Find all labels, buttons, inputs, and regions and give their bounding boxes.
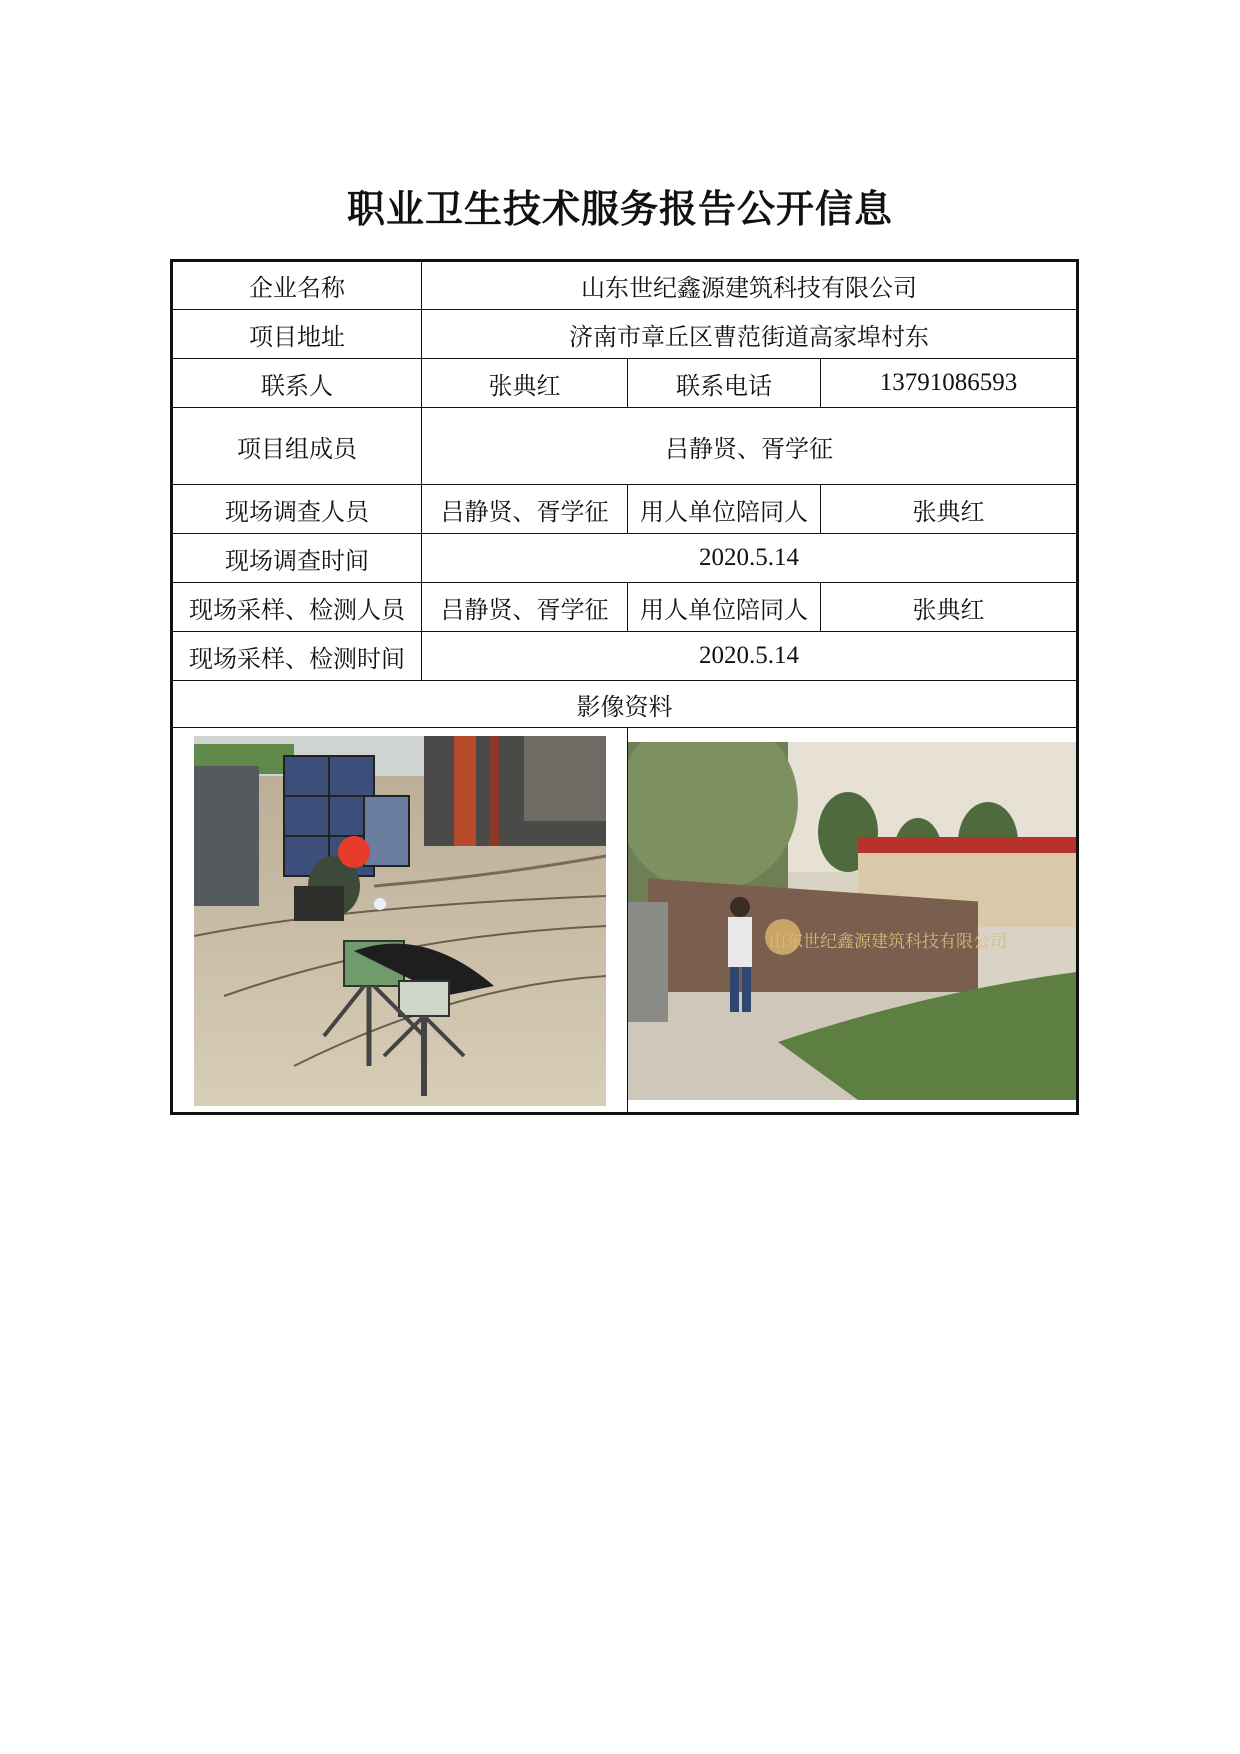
row-images-header (172, 681, 1078, 728)
contact-value: 张典红 (422, 359, 628, 408)
info-table (170, 259, 1079, 1115)
sampling-escort-value: 张典红 (821, 583, 1078, 632)
sampling-time-value: 2020.5.14 (422, 632, 1078, 681)
gate-sign-text: 山东世纪鑫源建筑科技有限公司 (769, 932, 1008, 952)
address-label: 项目地址 (172, 310, 422, 359)
members-label: 项目组成员 (172, 408, 422, 485)
company-value: 山东世纪鑫源建筑科技有限公司 (422, 261, 1078, 310)
contact-label: 联系人 (172, 359, 422, 408)
row-survey-time (172, 534, 1078, 583)
sampling-escort-label: 用人单位陪同人 (628, 583, 821, 632)
members-value: 吕静贤、胥学征 (422, 408, 1078, 485)
phone-value: 13791086593 (821, 359, 1078, 408)
images-label: 影像资料 (172, 681, 1078, 728)
row-address (172, 310, 1078, 359)
survey-time-value: 2020.5.14 (422, 534, 1078, 583)
worksite-welding-photo (194, 736, 606, 1106)
photo-cell-left (172, 728, 628, 1114)
company-label: 企业名称 (172, 261, 422, 310)
phone-label: 联系电话 (628, 359, 821, 408)
photo-cell-right (628, 728, 1078, 1114)
row-members (172, 408, 1078, 485)
sampling-time-label: 现场采样、检测时间 (172, 632, 422, 681)
row-survey-staff (172, 485, 1078, 534)
sampling-staff-label: 现场采样、检测人员 (172, 583, 422, 632)
sampling-staff-value: 吕静贤、胥学征 (422, 583, 628, 632)
address-value: 济南市章丘区曹范街道高家埠村东 (422, 310, 1078, 359)
row-company (172, 261, 1078, 310)
row-sampling-time (172, 632, 1078, 681)
row-sampling-staff (172, 583, 1078, 632)
survey-escort-value: 张典红 (821, 485, 1078, 534)
row-photos (172, 728, 1078, 1114)
company-gate-photo (628, 742, 1076, 1100)
survey-staff-label: 现场调查人员 (172, 485, 422, 534)
survey-staff-value: 吕静贤、胥学征 (422, 485, 628, 534)
survey-time-label: 现场调查时间 (172, 534, 422, 583)
row-contact (172, 359, 1078, 408)
page-title: 职业卫生技术服务报告公开信息 (346, 187, 893, 231)
survey-escort-label: 用人单位陪同人 (628, 485, 821, 534)
